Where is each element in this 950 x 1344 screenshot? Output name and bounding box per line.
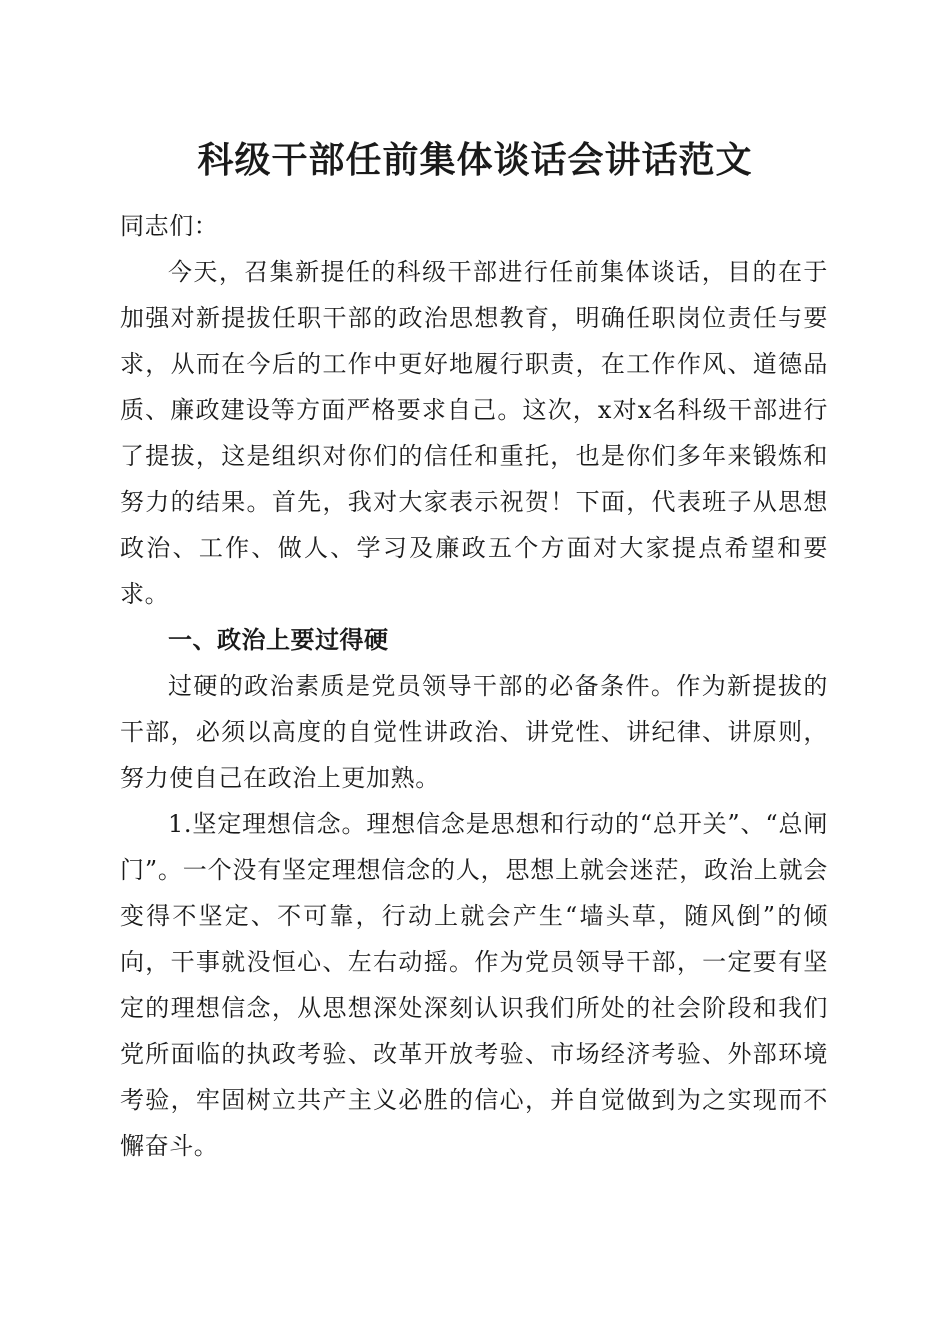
section-1-paragraph: 过硬的政治素质是党员领导干部的必备条件。作为新提拔的干部，必须以高度的自觉性讲政治、讲党性、讲纪律、讲原则，努力使自己在政治上更加熟。 — [120, 672, 828, 792]
document-body — [120, 203, 828, 1169]
section-heading-1: 一、政治上要过得硬 — [168, 626, 389, 654]
item-1-paragraph: 1.坚定理想信念。理想信念是思想和行动的“总开关”、“总闸门”。一个没有坚定理想信念的人，思想上就会迷茫，政治上就会变得不坚定、不可靠，行动上就会产生“墙头草，随风倒”的倾向，干事就没恒心、左右动摇。作为党员领导干部，一定要有坚定的理想信念，从思想深处深刻认识我们所处的社会阶段和我们党所面临的执政考验、改革开放考验、市场经济考验、外部环境考验，牢固树立共产主义必胜的信心，并自觉做到为之实现而不懈奋斗。 — [120, 810, 828, 1160]
intro-paragraph: 今天，召集新提任的科级干部进行任前集体谈话，目的在于加强对新提拔任职干部的政治思想教育，明确任职岗位责任与要求，从而在今后的工作中更好地履行职责，在工作作风、道德品质、廉政建设等方面严格要求自己。这次，x对x名科级干部进行了提拔，这是组织对你们的信任和重托，也是你们多年来锻炼和努力的结果。首先，我对大家表示祝贺！下面，代表班子从思想政治、工作、做人、学习及廉政五个方面对大家提点希望和要求。 — [120, 258, 828, 608]
document-title: 科级干部任前集体谈话会讲话范文 — [197, 139, 753, 181]
salutation: 同志们： — [120, 212, 219, 240]
